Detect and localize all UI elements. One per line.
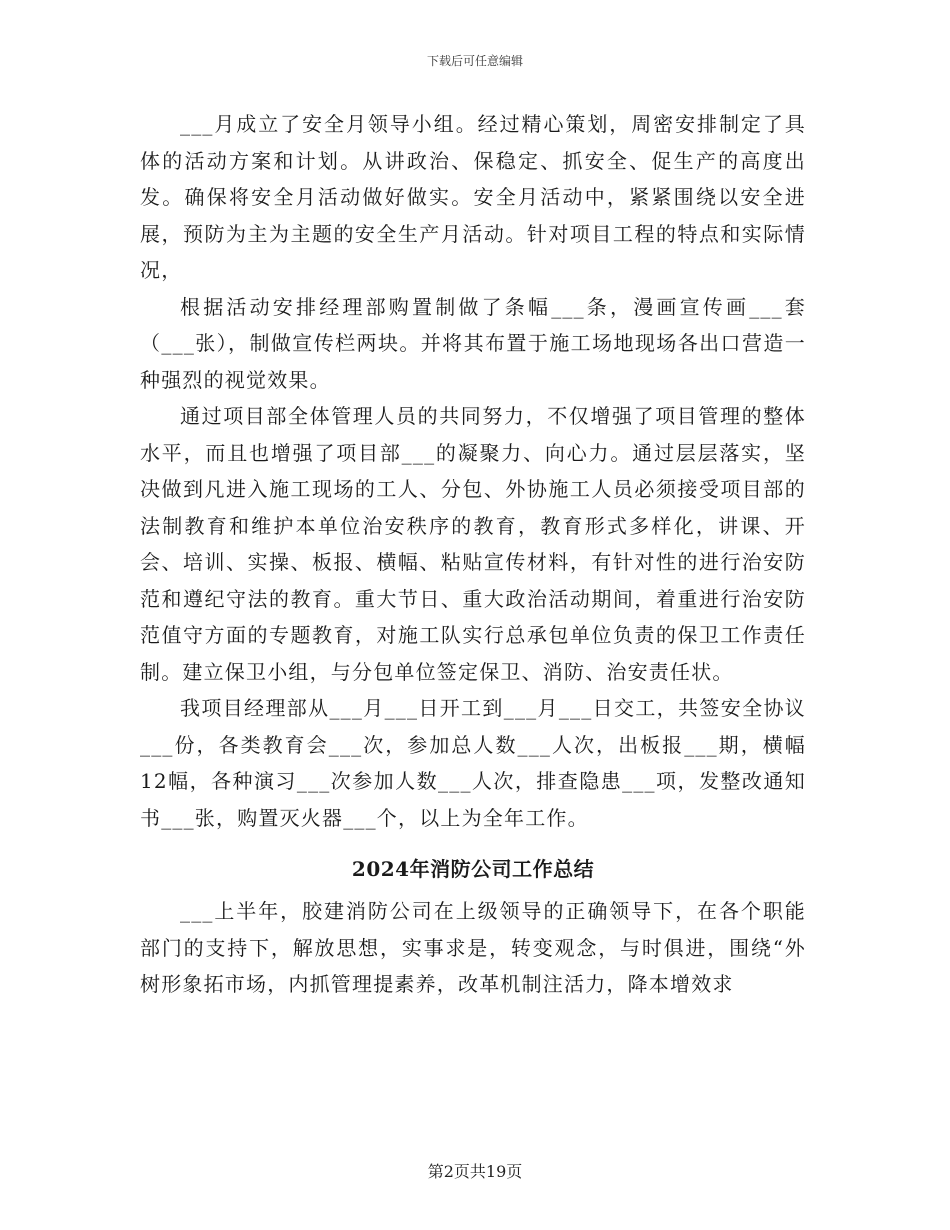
document-body — [140, 106, 806, 1003]
page-header: 下载后可任意编辑 — [426, 54, 523, 68]
paragraph-security-education: 通过项目部全体管理人员的共同努力，不仅增强了项目管理的整体水平，而且也增强了项目部___的凝聚力、向心力。通过层层落实，坚决做到凡进入施工现场的工人、分包、外协施工人员必须接受项目部的法制教育和维护本单位治安秩序的教育，教育形式多样化，讲课、开会、培训、实操、板报、横幅、粘贴宣传材料，有针对性的进行治安防范和遵纪守法的教育。重大节日、重大政治活动期间，着重进行治安防范值守方面的专题教育，对施工队实行总承包单位负责的保卫工作责任制。建立保卫小组，与分包单位签定保卫、消防、治安责任状。 — [140, 404, 806, 684]
paragraph-banners-posters: 根据活动安排经理部购置制做了条幅___条，漫画宣传画___套（___张），制做宣传栏两块。并将其布置于施工场地现场各出口营造一种强烈的视觉效果。 — [140, 294, 806, 392]
paragraph-annual-statistics: 我项目经理部从___月___日开工到___月___日交工，共签安全协议___份，各类教育会___次，参加总人数___人次，出板报___期，横幅12幅，各种演习___次参加人数___人次，排查隐患___项，发整改通知书___张，购置灭火器___个，以上为全年工作。 — [140, 696, 806, 830]
paragraph-fire-company-summary: ___上半年，胶建消防公司在上级领导的正确领导下，在各个职能部门的支持下，解放思想，实事求是，转变观念，与时俱进，围绕“外树形象拓市场，内抓管理提素养，改革机制注活力，降本增效求 — [140, 899, 806, 996]
section-title: 2024年消防公司工作总结 — [351, 857, 595, 881]
paragraph-safety-month-group: ___月成立了安全月领导小组。经过精心策划，周密安排制定了具体的活动方案和计划。从讲政治、保稳定、抓安全、促生产的高度出发。确保将安全月活动做好做实。安全月活动中，紧紧围绕以安全进展，预防为主为主题的安全生产月活动。针对项目工程的特点和实际情况， — [140, 112, 806, 282]
page-number: 第2页共19页 — [427, 1162, 523, 1181]
